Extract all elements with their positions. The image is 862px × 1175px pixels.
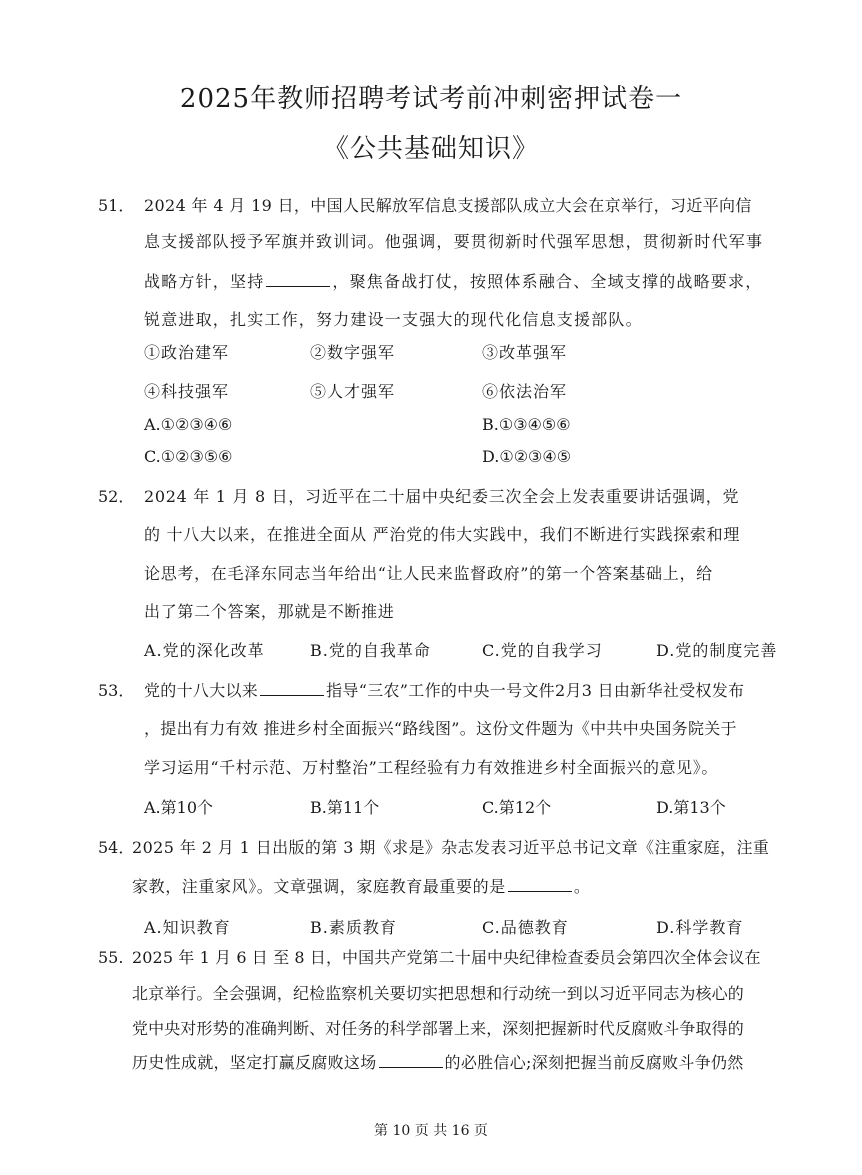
question-text-line: [144, 680, 744, 702]
option-c[interactable]: C.第12个: [482, 798, 552, 817]
question-text: 锐意进取，扎实工作，努力建设一支强大的现代化信息支援部队。: [144, 310, 643, 329]
question-text: ，聚焦备战打仗，按照体系融合、全域支撑的战略要求，: [332, 272, 763, 291]
option-d[interactable]: D.科学教育: [656, 918, 744, 937]
choice-item: ②数字强军: [310, 343, 396, 362]
question-number: 51．: [98, 196, 135, 215]
question-text: ，提出有力有效 推进乡村全面振兴“路线图”。这份文件题为《中共中央国务院关于: [144, 719, 737, 738]
question-text: 2025 年 2 月 1 日出版的第 3 期《求是》杂志发表习近平总书记文章《注重家庭，注重: [132, 838, 770, 857]
option-b[interactable]: B.①③④⑤⑥: [482, 415, 571, 434]
answer-blank: [260, 681, 324, 696]
question-text: 指导“三农”工作的中央一号文件2月3 日由新华社受权发布: [326, 681, 745, 700]
choice-item: ④科技强军: [144, 382, 230, 401]
option-a[interactable]: A.知识教育: [144, 918, 231, 937]
question-text: 党的十八大以来: [144, 681, 259, 700]
option-b[interactable]: B.第11个: [310, 798, 380, 817]
option-d[interactable]: D.①②③④⑤: [482, 447, 572, 466]
page-number: 第 10 页 共 16 页: [374, 1123, 488, 1139]
question-text: 学习运用“千村示范、万村整治”工程经验有力有效推进乡村全面振兴的意见》。: [144, 758, 718, 777]
document-subtitle: 《公共基础知识》: [322, 134, 539, 164]
question-text: 战略方针，坚持: [144, 272, 265, 291]
option-c[interactable]: C.品德教育: [482, 918, 569, 937]
option-d[interactable]: D.党的制度完善: [656, 641, 778, 660]
document-title: 2025年教师招聘考试考前冲刺密押试卷一: [179, 84, 683, 114]
option-a[interactable]: A.①②③④⑥: [144, 415, 233, 434]
question-text: 历史性成就，坚定打赢反腐败这场: [132, 1053, 377, 1072]
question-number: 53．: [98, 681, 135, 700]
question-text: 的 十八大以来，在推进全面从 严治党的伟大实践中，我们不断进行实践探索和理: [144, 525, 741, 544]
question-number: 54．: [98, 838, 135, 857]
option-c[interactable]: C.党的自我学习: [482, 641, 603, 660]
option-d[interactable]: D.第13个: [656, 798, 726, 817]
question-text-line: [144, 271, 762, 293]
question-text-line: [132, 1052, 744, 1074]
question-text-line: [132, 876, 590, 898]
option-b[interactable]: B.素质教育: [310, 918, 397, 937]
question-text: 北京举行。全会强调，纪检监察机关要切实把思想和行动统一到以习近平同志为核心的: [132, 984, 744, 1003]
choice-item: ③改革强军: [482, 343, 568, 362]
choice-item: ⑤人才强军: [310, 382, 396, 401]
question-text: 论思考，在毛泽东同志当年给出“让人民来监督政府”的第一个答案基础上，给: [144, 564, 713, 583]
answer-blank: [508, 877, 572, 892]
question-text: 2024 年 1 月 8 日，习近平在二十届中央纪委三次全会上发表重要讲话强调，党: [144, 487, 740, 506]
answer-blank: [266, 272, 330, 287]
question-text: 息支援部队授予军旗并致训词。他强调，要贯彻新时代强军思想，贯彻新时代军事: [144, 232, 764, 251]
question-text: 2024 年 4 月 19 日，中国人民解放军信息支援部队成立大会在京举行，习近平向信: [144, 196, 752, 215]
question-text: 2025 年 1 月 6 日 至 8 日，中国共产党第二十届中央纪律检查委员会第四次全体会议在: [132, 948, 761, 967]
question-number: 55.: [98, 948, 124, 967]
question-text: 党中央对形势的准确判断、对任务的科学部署上来，深刻把握新时代反腐败斗争取得的: [132, 1019, 744, 1038]
option-a[interactable]: A.第10个: [144, 798, 214, 817]
option-c[interactable]: C.①②③⑤⑥: [144, 447, 233, 466]
option-b[interactable]: B.党的自我革命: [310, 641, 431, 660]
option-a[interactable]: A.党的深化改革: [144, 641, 265, 660]
question-number: 52．: [98, 487, 135, 506]
choice-item: ⑥依法治军: [482, 382, 568, 401]
choice-item: ①政治建军: [144, 343, 230, 362]
question-text: 出了第二个答案，那就是不断推进: [144, 602, 395, 621]
question-text: 家教，注重家风》。文章强调，家庭教育最重要的是: [132, 877, 506, 896]
question-text: 的必胜信心;深刻把握当前反腐败斗争仍然: [444, 1053, 744, 1072]
question-text: 。: [573, 877, 591, 896]
answer-blank: [379, 1053, 443, 1068]
